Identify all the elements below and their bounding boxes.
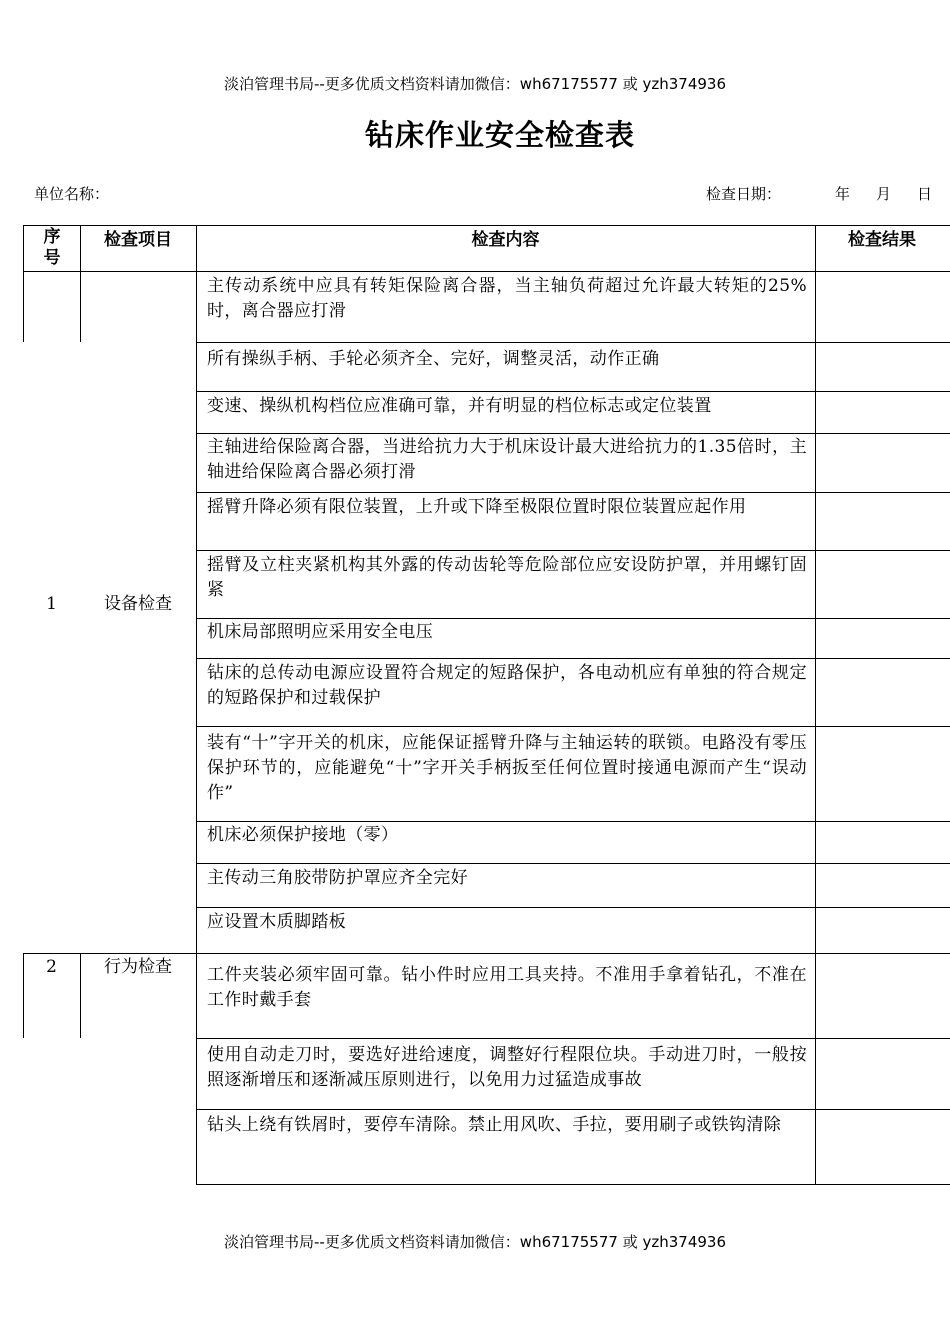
table-rule (23, 225, 950, 226)
table-rule (196, 821, 950, 822)
header-seq: 序号 (43, 227, 61, 268)
table-rule (196, 225, 197, 1185)
table-rule (196, 658, 950, 659)
table-rule (196, 618, 950, 619)
table-rule (23, 271, 950, 272)
table-rule (196, 342, 950, 343)
check-content: 机床必须保护接地（零） (207, 825, 399, 845)
group-seq: 1 (46, 594, 57, 614)
group-item: 行为检查 (104, 957, 172, 977)
date-day: 日 (917, 185, 933, 203)
inspection-date (706, 184, 932, 204)
footer-note: 淡泊管理书局--更多优质文档资料请加微信：wh67175577 或 yzh374936 (223, 1233, 726, 1251)
table-rule (23, 225, 24, 342)
check-content: 摇臂升降必须有限位装置，上升或下降至极限位置时限位装置应起作用 (207, 497, 747, 517)
table-rule (196, 907, 950, 908)
table-rule (196, 391, 950, 392)
group-item: 设备检查 (104, 594, 172, 614)
date-year: 年 (835, 185, 851, 203)
check-content: 钻头上绕有铁屑时，要停车清除。禁止用风吹、手拉，要用刷子或铁钩清除 (207, 1115, 782, 1135)
check-content: 应设置木质脚踏板 (207, 912, 347, 932)
table-rule (196, 550, 950, 551)
date-month: 月 (876, 185, 892, 203)
table-rule (196, 433, 950, 434)
check-content: 使用自动走刀时，要选好进给速度，调整好行程限位块。手动进刀时，一般按照逐渐增压和逐渐减压原则进行，以免用力过猛造成事故 (207, 1045, 807, 1090)
unit-name-label: 单位名称： (34, 185, 110, 203)
check-content: 主轴进给保险离合器，当进给抗力大于机床设计最大进给抗力的1.35倍时，主轴进给保险离合器必须打滑 (207, 437, 807, 482)
header-item: 检查项目 (104, 230, 172, 250)
check-content: 摇臂及立柱夹紧机构其外露的传动齿轮等危险部位应安设防护罩，并用螺钉固紧 (207, 555, 807, 600)
table-rule (23, 953, 950, 954)
check-content: 工件夹装必须牢固可靠。钻小件时应用工具夹持。不准用手拿着钻孔，不准在工作时戴手套 (207, 965, 807, 1010)
check-content: 机床局部照明应采用安全电压 (207, 622, 434, 642)
check-content: 装有“十”字开关的机床，应能保证摇臂升降与主轴运转的联锁。电路没有零压保护环节的，应能避免“十”字开关手柄扳至任何位置时接通电源而产生“误动作” (207, 733, 807, 803)
table-rule (196, 492, 950, 493)
date-label: 检查日期： (706, 185, 782, 203)
check-content: 钻床的总传动电源应设置符合规定的短路保护，各电动机应有单独的符合规定的短路保护和过载保护 (207, 663, 807, 708)
table-rule (196, 1109, 950, 1110)
check-content: 主传动三角胶带防护罩应齐全完好 (207, 868, 468, 888)
page-title: 钻床作业安全检查表 (364, 118, 635, 152)
header-result: 检查结果 (848, 230, 916, 250)
check-content: 变速、操纵机构档位应准确可靠，并有明显的档位标志或定位装置 (207, 396, 712, 416)
table-rule (196, 863, 950, 864)
table-rule (196, 1038, 950, 1039)
header-content: 检查内容 (471, 230, 540, 250)
table-rule (196, 726, 950, 727)
table-rule (815, 225, 816, 1185)
table-rule (196, 1184, 950, 1185)
group-seq: 2 (46, 957, 57, 977)
check-content: 主传动系统中应具有转矩保险离合器，当主轴负荷超过允许最大转矩的25%时，离合器应打滑 (207, 276, 807, 321)
check-content: 所有操纵手柄、手轮必须齐全、完好，调整灵活，动作正确 (207, 349, 660, 369)
header-note: 淡泊管理书局--更多优质文档资料请加微信：wh67175577 或 yzh374936 (223, 75, 726, 93)
